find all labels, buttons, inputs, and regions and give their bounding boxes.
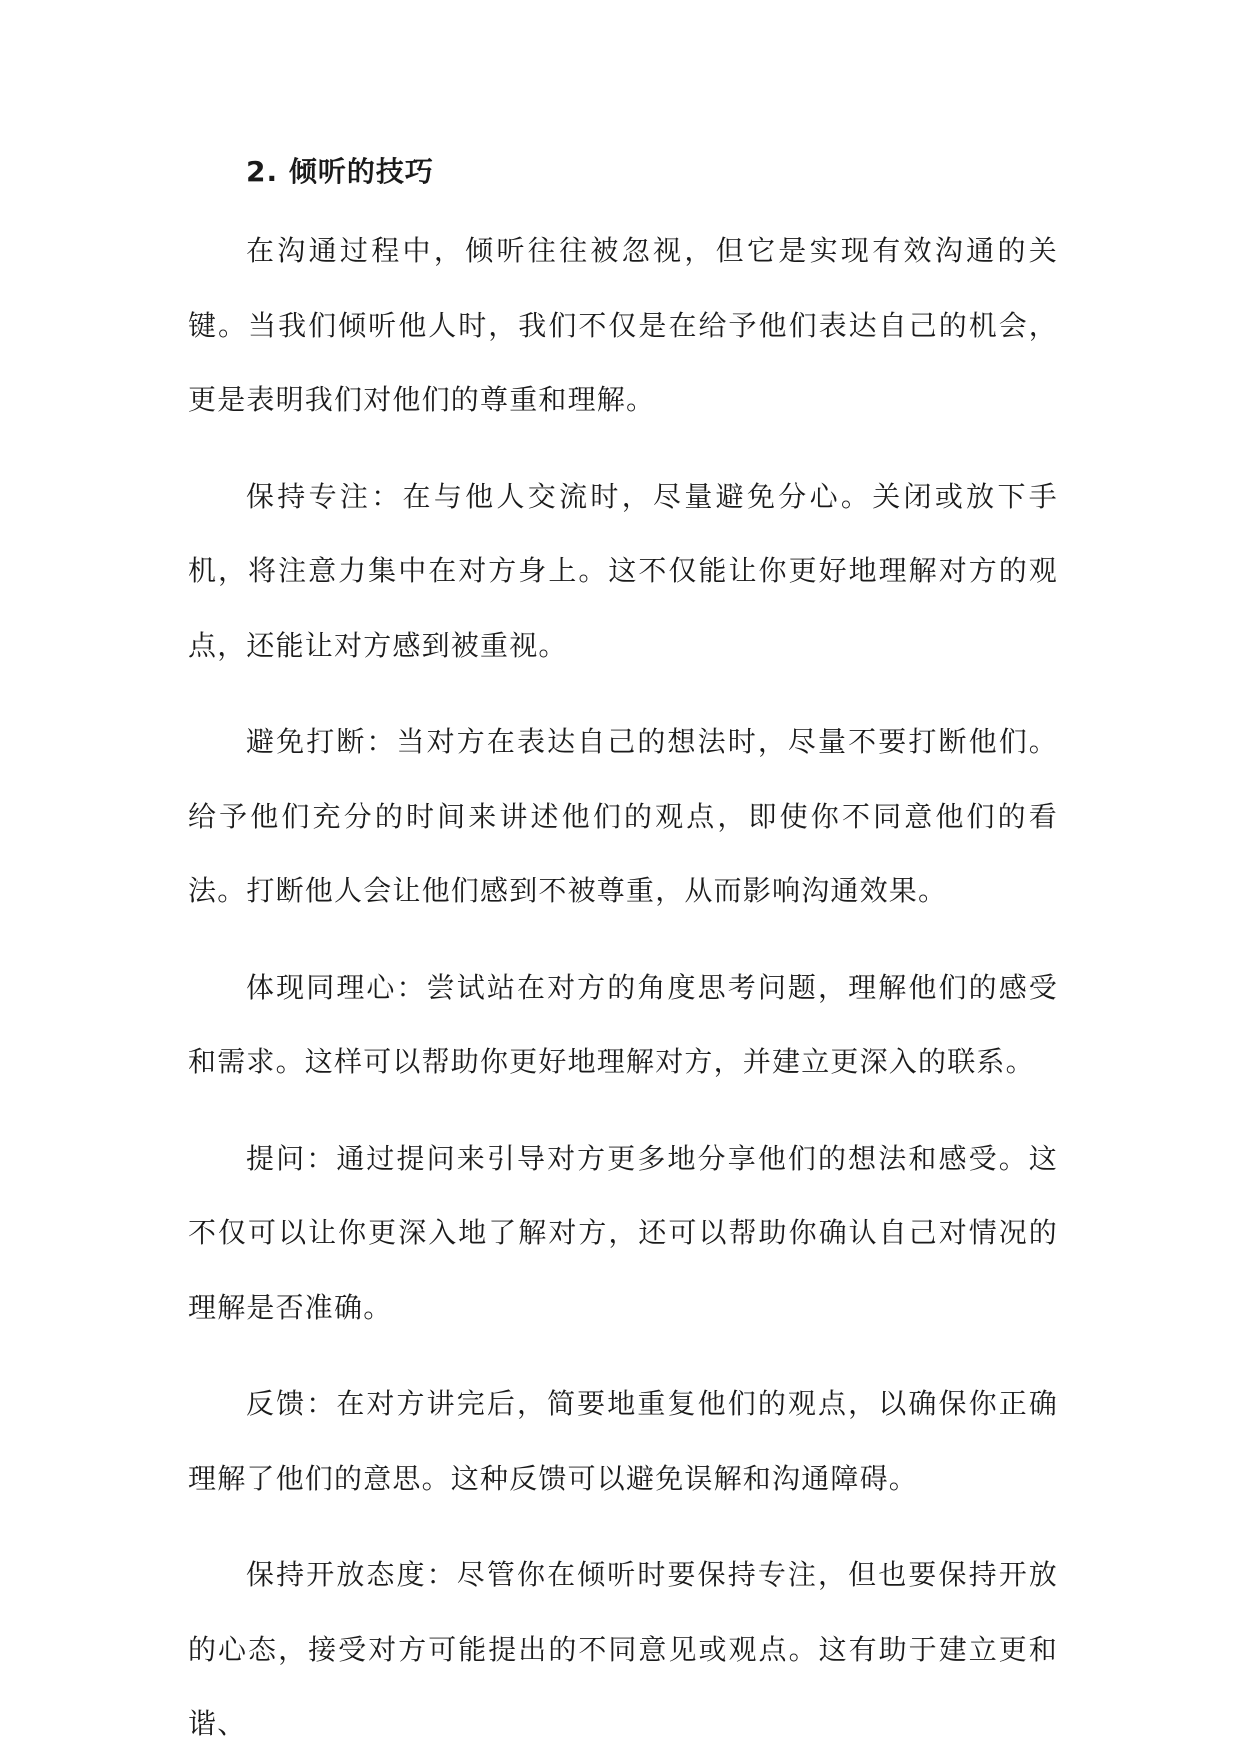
paragraph-intro: 在沟通过程中，倾听往往被忽视，但它是实现有效沟通的关键。当我们倾听他人时，我们不仅是在给予他们表达自己的机会，更是表明我们对他们的尊重和理解。 — [188, 234, 1058, 416]
section-heading: 2. 倾听的技巧 — [246, 155, 434, 188]
paragraph-open-attitude: 保持开放态度：尽管你在倾听时要保持专注，但也要保持开放的心态，接受对方可能提出的不同意见或观点。这有助于建立更和谐、 — [188, 1558, 1058, 1740]
document-body — [188, 146, 1058, 1762]
paragraph-avoid-interrupting: 避免打断：当对方在表达自己的想法时，尽量不要打断他们。给予他们充分的时间来讲述他们的观点，即使你不同意他们的看法。打断他人会让他们感到不被尊重，从而影响沟通效果。 — [188, 725, 1058, 907]
paragraph-empathy: 体现同理心：尝试站在对方的角度思考问题，理解他们的感受和需求。这样可以帮助你更好地理解对方，并建立更深入的联系。 — [188, 970, 1058, 1078]
paragraph-feedback: 反馈：在对方讲完后，简要地重复他们的观点，以确保你正确理解了他们的意思。这种反馈可以避免误解和沟通障碍。 — [188, 1387, 1058, 1495]
paragraph-ask-questions: 提问：通过提问来引导对方更多地分享他们的想法和感受。这不仅可以让你更深入地了解对方，还可以帮助你确认自己对情况的理解是否准确。 — [188, 1141, 1058, 1324]
paragraph-stay-focused: 保持专注：在与他人交流时，尽量避免分心。关闭或放下手机，将注意力集中在对方身上。这不仅能让你更好地理解对方的观点，还能让对方感到被重视。 — [188, 479, 1058, 662]
